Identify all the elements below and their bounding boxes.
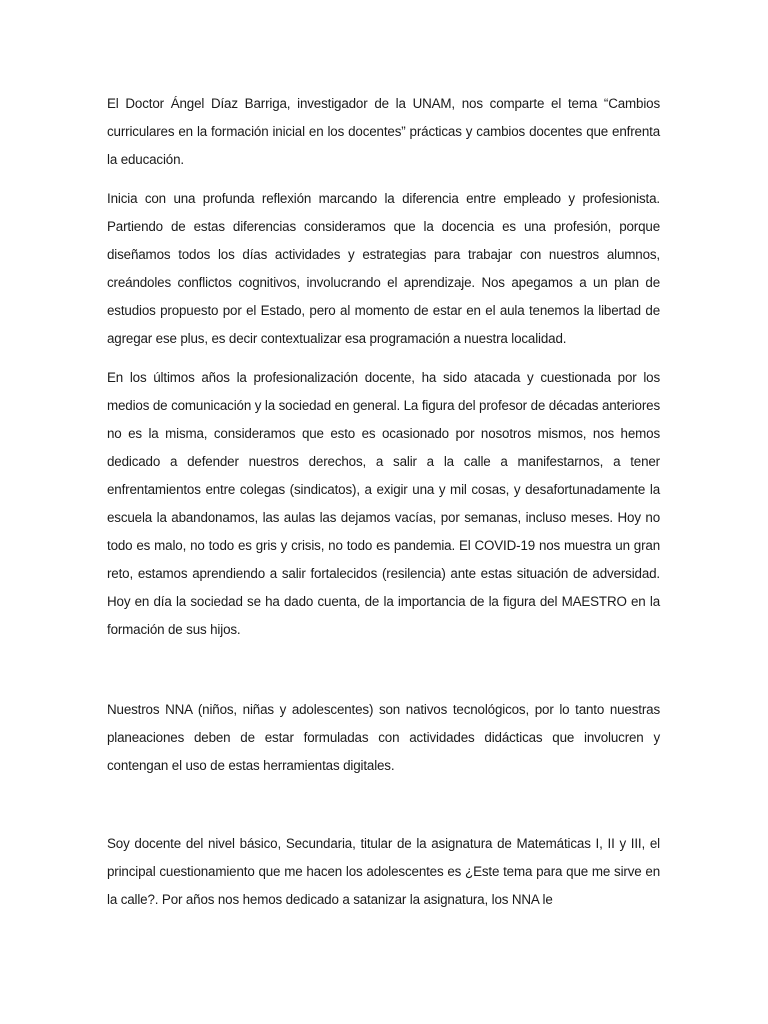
paragraph-reflection: Inicia con una profunda reflexión marcando la diferencia entre empleado y profesionista. Partiendo de estas diferencias consideramos que la docencia es una profesión, porque diseñamos todos los días actividades y estrategias para trabajar con nuestros alumnos, creándoles conflictos cognitivos, involucrando el aprendizaje. Nos apegamos a un plan de estudios propuesto por el Estado, pero al momento de estar en el aula tenemos la libertad de agregar ese plus, es decir contextualizar esa programación a nuestra localidad. bbox=[107, 191, 660, 346]
paragraph-digital-natives: Nuestros NNA (niños, niñas y adolescentes) son nativos tecnológicos, por lo tanto nuestras planeaciones deben de estar formuladas con actividades didácticas que involucren y contengan el uso de estas herramientas digitales. bbox=[107, 702, 660, 773]
paragraph-intro: El Doctor Ángel Díaz Barriga, investigador de la UNAM, nos comparte el tema “Cambios curriculares en la formación inicial en los docentes” prácticas y cambios docentes que enfrenta la educación. bbox=[107, 96, 660, 167]
paragraph-professionalization: En los últimos años la profesionalización docente, ha sido atacada y cuestionada por los medios de comunicación y la sociedad en general. La figura del profesor de décadas anteriores no es la misma, consideramos que esto es ocasionado por nosotros mismos, nos hemos dedicado a defender nuestros derechos, a salir a la calle a manifestarnos, a tener enfrentamientos entre colegas (sindicatos), a exigir una y mil cosas, y desafortunadamente la escuela la abandonamos, las aulas las dejamos vacías, por semanas, incluso meses. Hoy no todo es malo, no todo es gris y crisis, no todo es pandemia. El COVID-19 nos muestra un gran reto, estamos aprendiendo a salir fortalecidos (resilencia) ante estas situación de adversidad. Hoy en día la sociedad se ha dado cuenta, de la importancia de la figura del MAESTRO en la formación de sus hijos. bbox=[107, 370, 660, 637]
paragraph-math-teacher: Soy docente del nivel básico, Secundaria, titular de la asignatura de Matemáticas I, II y III, el principal cuestionamiento que me hacen los adolescentes es ¿Este tema para que me sirve en la calle?. Por años nos hemos dedicado a satanizar la asignatura, los NNA le bbox=[107, 836, 660, 907]
